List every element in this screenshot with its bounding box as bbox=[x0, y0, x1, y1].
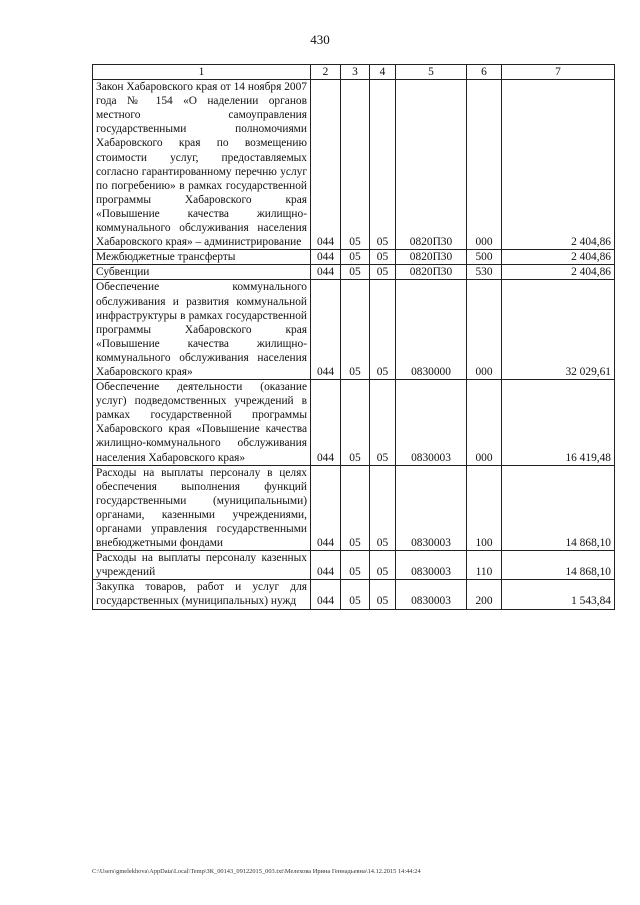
column-header: 2 bbox=[311, 65, 341, 80]
cell-target-item: 0830003 bbox=[396, 551, 467, 580]
cell-target-item: 0830003 bbox=[396, 465, 467, 551]
cell-subsection: 05 bbox=[370, 580, 396, 609]
cell-amount: 14 868,10 bbox=[502, 551, 615, 580]
cell-expense-type: 000 bbox=[467, 80, 502, 250]
cell-subsection: 05 bbox=[370, 380, 396, 466]
row-description: Обеспечение коммунального обслуживания и развития коммунальной инфраструктуры в рамках государственной программы Хабаровского края «Повышение качества жилищно-коммунального обслуживания населения Хабаровского края» bbox=[93, 280, 311, 380]
column-header: 1 bbox=[93, 65, 311, 80]
cell-expense-type: 530 bbox=[467, 265, 502, 280]
cell-code: 044 bbox=[311, 80, 341, 250]
row-description: Закупка товаров, работ и услуг для государственных (муниципальных) нужд bbox=[93, 580, 311, 609]
column-header: 4 bbox=[370, 65, 396, 80]
cell-amount: 1 543,84 bbox=[502, 580, 615, 609]
table-row bbox=[93, 265, 615, 280]
column-header: 3 bbox=[341, 65, 370, 80]
cell-subsection: 05 bbox=[370, 265, 396, 280]
cell-section: 05 bbox=[341, 280, 370, 380]
cell-target-item: 0820П30 bbox=[396, 80, 467, 250]
table-row bbox=[93, 250, 615, 265]
row-description: Закон Хабаровского края от 14 ноября 2007 года № 154 «О наделении органов местного самоуправления государственными полномочиями Хабаровского края по возмещению стоимости услуг, предоставляемых согласно гарантированному перечню услуг по погребению» в рамках государственной программы Хабаровского края «Повышение качества жилищно-коммунального обслуживания населения Хабаровского края» – администрирование bbox=[93, 80, 311, 250]
cell-subsection: 05 bbox=[370, 280, 396, 380]
cell-section: 05 bbox=[341, 380, 370, 466]
budget-table bbox=[92, 64, 615, 610]
cell-subsection: 05 bbox=[370, 465, 396, 551]
cell-code: 044 bbox=[311, 551, 341, 580]
header-row bbox=[93, 65, 615, 80]
cell-expense-type: 000 bbox=[467, 380, 502, 466]
cell-amount: 16 419,48 bbox=[502, 380, 615, 466]
cell-subsection: 05 bbox=[370, 80, 396, 250]
cell-target-item: 0820П30 bbox=[396, 265, 467, 280]
cell-code: 044 bbox=[311, 265, 341, 280]
cell-amount: 2 404,86 bbox=[502, 80, 615, 250]
row-description: Обеспечение деятельности (оказание услуг) подведомственных учреждений в рамках государственной программы Хабаровского края «Повышение качества жилищно-коммунального обслуживания населения Хабаровского края» bbox=[93, 380, 311, 466]
cell-section: 05 bbox=[341, 465, 370, 551]
cell-expense-type: 110 bbox=[467, 551, 502, 580]
cell-amount: 32 029,61 bbox=[502, 280, 615, 380]
cell-section: 05 bbox=[341, 580, 370, 609]
cell-target-item: 0820П30 bbox=[396, 250, 467, 265]
cell-target-item: 0830000 bbox=[396, 280, 467, 380]
file-path-footer: C:\Users\gmelekhova\AppData\Local\Temp\ЗК_00143_09122015_003.txt\Мелехова Ирина Геннадьевна\14.12.2015 14:44:24 bbox=[92, 868, 421, 875]
table-row bbox=[93, 551, 615, 580]
table-row bbox=[93, 380, 615, 466]
cell-code: 044 bbox=[311, 465, 341, 551]
row-description: Межбюджетные трансферты bbox=[93, 250, 311, 265]
cell-code: 044 bbox=[311, 280, 341, 380]
column-header: 7 bbox=[502, 65, 615, 80]
table-row bbox=[93, 580, 615, 609]
cell-subsection: 05 bbox=[370, 551, 396, 580]
row-description: Субвенции bbox=[93, 265, 311, 280]
table-row bbox=[93, 465, 615, 551]
column-header: 5 bbox=[396, 65, 467, 80]
cell-code: 044 bbox=[311, 250, 341, 265]
cell-code: 044 bbox=[311, 580, 341, 609]
cell-expense-type: 100 bbox=[467, 465, 502, 551]
cell-section: 05 bbox=[341, 80, 370, 250]
cell-code: 044 bbox=[311, 380, 341, 466]
page-number: 430 bbox=[310, 32, 330, 47]
cell-expense-type: 000 bbox=[467, 280, 502, 380]
cell-section: 05 bbox=[341, 265, 370, 280]
cell-expense-type: 500 bbox=[467, 250, 502, 265]
cell-target-item: 0830003 bbox=[396, 580, 467, 609]
cell-amount: 14 868,10 bbox=[502, 465, 615, 551]
cell-subsection: 05 bbox=[370, 250, 396, 265]
table-row bbox=[93, 80, 615, 250]
row-description: Расходы на выплаты персоналу казенных учреждений bbox=[93, 551, 311, 580]
column-header: 6 bbox=[467, 65, 502, 80]
cell-section: 05 bbox=[341, 250, 370, 265]
cell-target-item: 0830003 bbox=[396, 380, 467, 466]
cell-amount: 2 404,86 bbox=[502, 250, 615, 265]
cell-amount: 2 404,86 bbox=[502, 265, 615, 280]
row-description: Расходы на выплаты персоналу в целях обеспечения выполнения функций государственными (муниципальными) органами, казенными учреждениями, органами управления государственными внебюджетными фондами bbox=[93, 465, 311, 551]
cell-expense-type: 200 bbox=[467, 580, 502, 609]
cell-section: 05 bbox=[341, 551, 370, 580]
table-row bbox=[93, 280, 615, 380]
